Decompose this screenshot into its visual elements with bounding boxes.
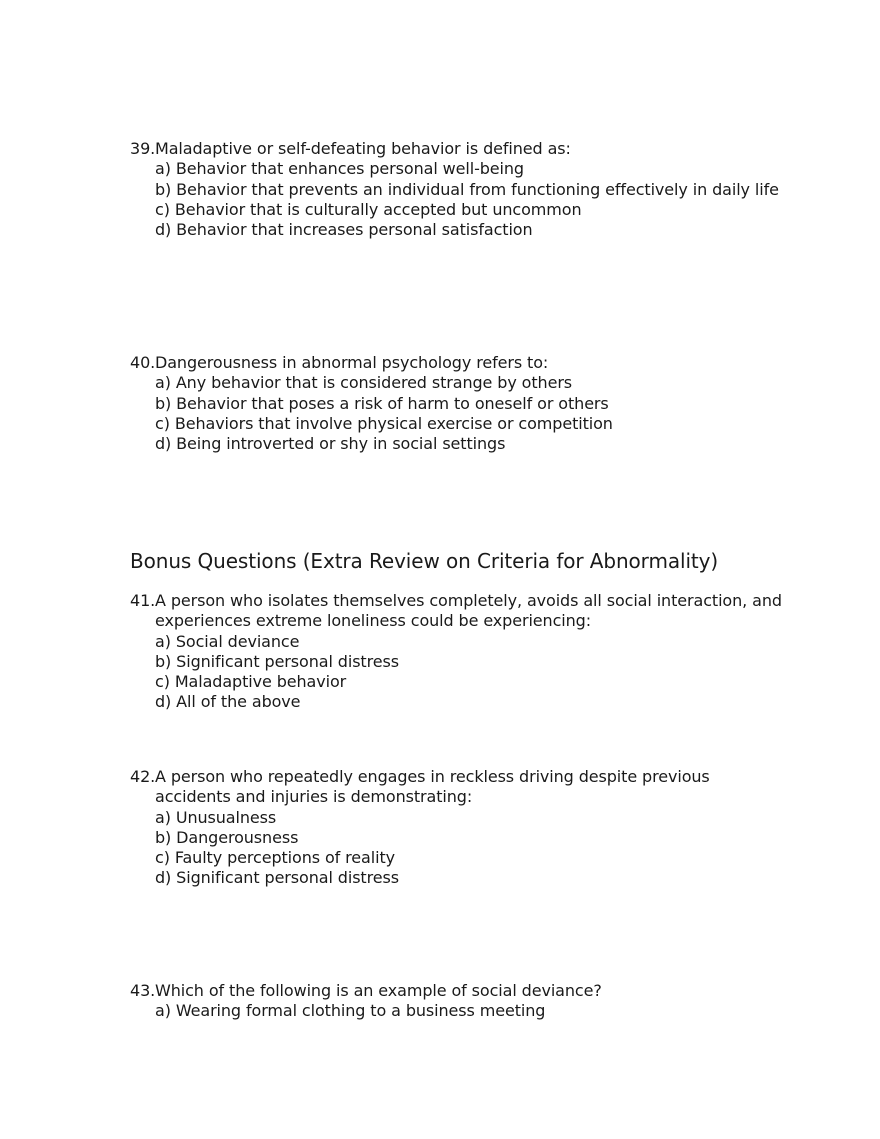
question-40: [130, 353, 790, 454]
question-text: Maladaptive or self-defeating behavior is defined as:: [155, 139, 571, 158]
question-number: 43.: [130, 981, 156, 1000]
answer-option-a: a) Social deviance: [155, 631, 300, 651]
question-stem: [130, 767, 790, 808]
answer-options: [130, 632, 790, 713]
answer-option-b: b) Behavior that prevents an individual from functioning effectively in daily life: [155, 179, 779, 199]
answer-option-b: b) Behavior that poses a risk of harm to oneself or others: [155, 393, 609, 413]
section-heading: Bonus Questions (Extra Review on Criteria for Abnormality): [130, 549, 719, 573]
question-text: Dangerousness in abnormal psychology refers to:: [155, 353, 549, 372]
question-number: 42.: [130, 767, 156, 786]
answer-option-a: a) Unusualness: [155, 807, 277, 827]
answer-option-a: a) Any behavior that is considered strange by others: [155, 373, 573, 393]
answer-option-c: c) Faulty perceptions of reality: [155, 848, 395, 868]
answer-option-b: b) Dangerousness: [155, 827, 299, 847]
question-43: [130, 981, 790, 1022]
answer-option-d: d) Behavior that increases personal satisfaction: [155, 220, 533, 240]
question-stem: [130, 353, 790, 373]
answer-options: [130, 808, 790, 889]
question-number: 39.: [130, 139, 156, 158]
question-text: A person who repeatedly engages in reckless driving despite previous accidents and injuries is demonstrating:: [155, 767, 710, 807]
question-stem: [130, 139, 790, 159]
answer-options: [130, 1001, 790, 1021]
answer-option-c: c) Maladaptive behavior: [155, 672, 347, 692]
answer-options: [130, 373, 790, 454]
question-text: A person who isolates themselves completely, avoids all social interaction, and experiences extreme loneliness could be experiencing:: [155, 591, 782, 631]
question-number: 41.: [130, 591, 156, 610]
question-number: 40.: [130, 353, 156, 372]
question-41: [130, 591, 790, 713]
answer-option-d: d) All of the above: [155, 692, 301, 712]
question-42: [130, 767, 790, 889]
question-39: [130, 139, 790, 240]
answer-option-a: a) Wearing formal clothing to a business meeting: [155, 1001, 546, 1021]
answer-option-a: a) Behavior that enhances personal well-being: [155, 159, 524, 179]
question-text: Which of the following is an example of social deviance?: [155, 981, 602, 1000]
answer-option-c: c) Behaviors that involve physical exercise or competition: [155, 413, 613, 433]
answer-option-b: b) Significant personal distress: [155, 651, 399, 671]
answer-option-c: c) Behavior that is culturally accepted but uncommon: [155, 199, 582, 219]
question-stem: [130, 591, 790, 632]
answer-options: [130, 159, 790, 240]
question-stem: [130, 981, 790, 1001]
answer-option-d: d) Being introverted or shy in social settings: [155, 434, 506, 454]
answer-option-d: d) Significant personal distress: [155, 868, 399, 888]
